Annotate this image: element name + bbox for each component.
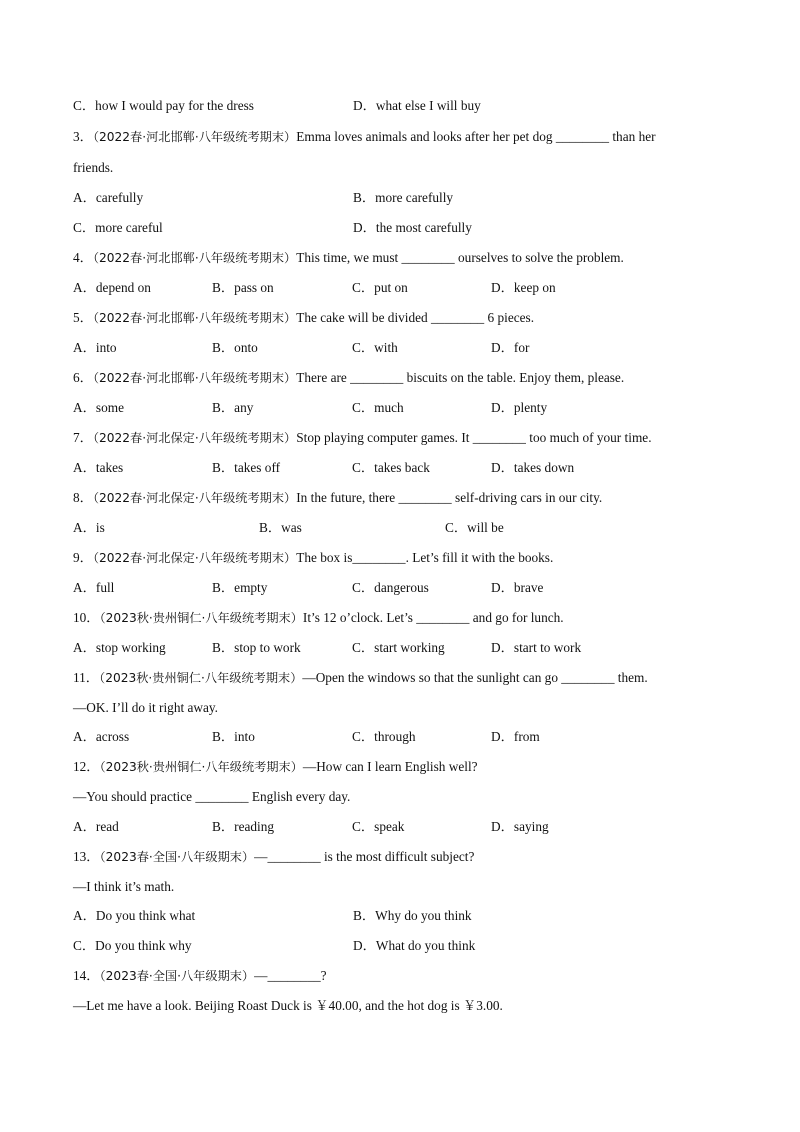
answer-option: A．Do you think what (73, 908, 196, 923)
options-row (73, 188, 730, 208)
question-number: 14． (73, 968, 100, 983)
answer-option: D．saying (491, 819, 549, 834)
answer-option: C．more careful (73, 220, 163, 235)
question-line (73, 368, 730, 388)
answer-option: A．some (73, 400, 124, 415)
answer-option: C．dangerous (352, 580, 429, 595)
question-number: 11． (73, 670, 100, 685)
answer-option: D．what else I will buy (353, 98, 481, 113)
answer-option: B．more carefully (353, 190, 454, 205)
question-number: 5． (73, 310, 93, 325)
answer-option: B．Why do you think (353, 908, 472, 923)
answer-option: B．reading (212, 819, 275, 834)
question-source: （2022春·河北邯郸·八年级统考期末） (92, 251, 297, 265)
answer-option: D．start to work (491, 640, 582, 655)
question-line (73, 428, 730, 448)
answer-option: C．will be (445, 520, 504, 535)
question-text: Stop playing computer games. It ________ too much of your time. (296, 430, 652, 445)
question-source: （2023秋·贵州铜仁·八年级统考期末） (99, 671, 303, 685)
answer-option: A．into (73, 340, 117, 355)
answer-option: D．from (491, 729, 540, 744)
options-row (73, 398, 730, 418)
question-source: （2022春·河北邯郸·八年级统考期末） (92, 311, 297, 325)
answer-option: B．stop to work (212, 640, 301, 655)
options-row (73, 458, 730, 478)
text-line: friends. (73, 160, 114, 175)
question-number: 10． (73, 610, 100, 625)
question-number: 3． (73, 129, 93, 144)
answer-option: C．much (352, 400, 404, 415)
answer-option: A．takes (73, 460, 124, 475)
answer-option: C．how I would pay for the dress (73, 98, 254, 113)
question-text: —________ is the most difficult subject? (254, 849, 475, 864)
question-line (73, 127, 730, 147)
options-row (73, 338, 730, 358)
question-source: （2023秋·贵州铜仁·八年级统考期末） (99, 611, 303, 625)
answer-option: B．takes off (212, 460, 281, 475)
answer-option: A．across (73, 729, 130, 744)
answer-option: A．carefully (73, 190, 144, 205)
question-number: 12． (73, 759, 100, 774)
answer-option: D．brave (491, 580, 544, 595)
options-row (73, 96, 730, 116)
question-source: （2022春·河北保定·八年级统考期末） (92, 431, 297, 445)
answer-option: A．depend on (73, 280, 151, 295)
answer-option: D．keep on (491, 280, 556, 295)
text-line: —Let me have a look. Beijing Roast Duck is ￥40.00, and the hot dog is ￥3.00. (73, 998, 503, 1013)
answer-option: B．pass on (212, 280, 274, 295)
options-row (73, 906, 730, 926)
question-text: The cake will be divided ________ 6 pieces. (296, 310, 535, 325)
answer-option: B．any (212, 400, 254, 415)
question-text: —________? (254, 968, 327, 983)
question-source: （2022春·河北保定·八年级统考期末） (92, 491, 297, 505)
question-text: It’s 12 o’clock. Let’s ________ and go for lunch. (302, 610, 564, 625)
answer-option: B．into (212, 729, 255, 744)
question-number: 8． (73, 490, 93, 505)
answer-option: D．plenty (491, 400, 548, 415)
question-line (73, 966, 730, 986)
question-source: （2023春·全国·八年级期末） (99, 969, 255, 983)
question-source: （2023春·全国·八年级期末） (99, 850, 255, 864)
question-number: 7． (73, 430, 93, 445)
answer-option: C．start working (352, 640, 445, 655)
question-number: 13． (73, 849, 100, 864)
question-number: 9． (73, 550, 93, 565)
question-line (73, 668, 730, 688)
question-line (73, 548, 730, 568)
answer-option: A．read (73, 819, 119, 834)
question-source: （2022春·河北邯郸·八年级统考期末） (92, 130, 297, 144)
options-row (73, 218, 730, 238)
answer-option: C．put on (352, 280, 408, 295)
question-text: The box is________. Let’s fill it with the books. (296, 550, 554, 565)
question-line (73, 847, 730, 867)
question-text: In the future, there ________ self-driving cars in our city. (296, 490, 603, 505)
question-line (73, 308, 730, 328)
question-source: （2023秋·贵州铜仁·八年级统考期末） (99, 760, 303, 774)
question-number: 4． (73, 250, 93, 265)
answer-option: D．the most carefully (353, 220, 472, 235)
question-text: —Open the windows so that the sunlight can go ________ them. (302, 670, 648, 685)
answer-option: C．with (352, 340, 398, 355)
answer-option: D．takes down (491, 460, 575, 475)
answer-option: B．onto (212, 340, 258, 355)
answer-option: B．was (259, 520, 302, 535)
text-line: —I think it’s math. (73, 879, 175, 894)
question-source: （2022春·河北邯郸·八年级统考期末） (92, 371, 297, 385)
options-row (73, 518, 730, 538)
options-row (73, 638, 730, 658)
question-text: —How can I learn English well? (302, 759, 478, 774)
answer-option: A．full (73, 580, 115, 595)
options-row (73, 278, 730, 298)
options-row (73, 727, 730, 747)
question-number: 6． (73, 370, 93, 385)
question-line (73, 488, 730, 508)
answer-option: A．stop working (73, 640, 166, 655)
question-source: （2022春·河北保定·八年级统考期末） (92, 551, 297, 565)
answer-option: D．What do you think (353, 938, 476, 953)
question-line (73, 757, 730, 777)
answer-option: D．for (491, 340, 530, 355)
text-line: —You should practice ________ English every day. (73, 789, 351, 804)
text-line: —OK. I’ll do it right away. (73, 700, 219, 715)
question-text: Emma loves animals and looks after her pet dog ________ than her (296, 129, 656, 144)
question-text: There are ________ biscuits on the table. Enjoy them, please. (296, 370, 625, 385)
answer-option: A．is (73, 520, 105, 535)
question-text: This time, we must ________ ourselves to solve the problem. (296, 250, 624, 265)
question-line (73, 248, 730, 268)
options-row (73, 936, 730, 956)
answer-option: C．takes back (352, 460, 430, 475)
question-line (73, 608, 730, 628)
answer-option: C．Do you think why (73, 938, 192, 953)
options-row (73, 578, 730, 598)
answer-option: B．empty (212, 580, 268, 595)
answer-option: C．speak (352, 819, 405, 834)
answer-option: C．through (352, 729, 416, 744)
options-row (73, 817, 730, 837)
